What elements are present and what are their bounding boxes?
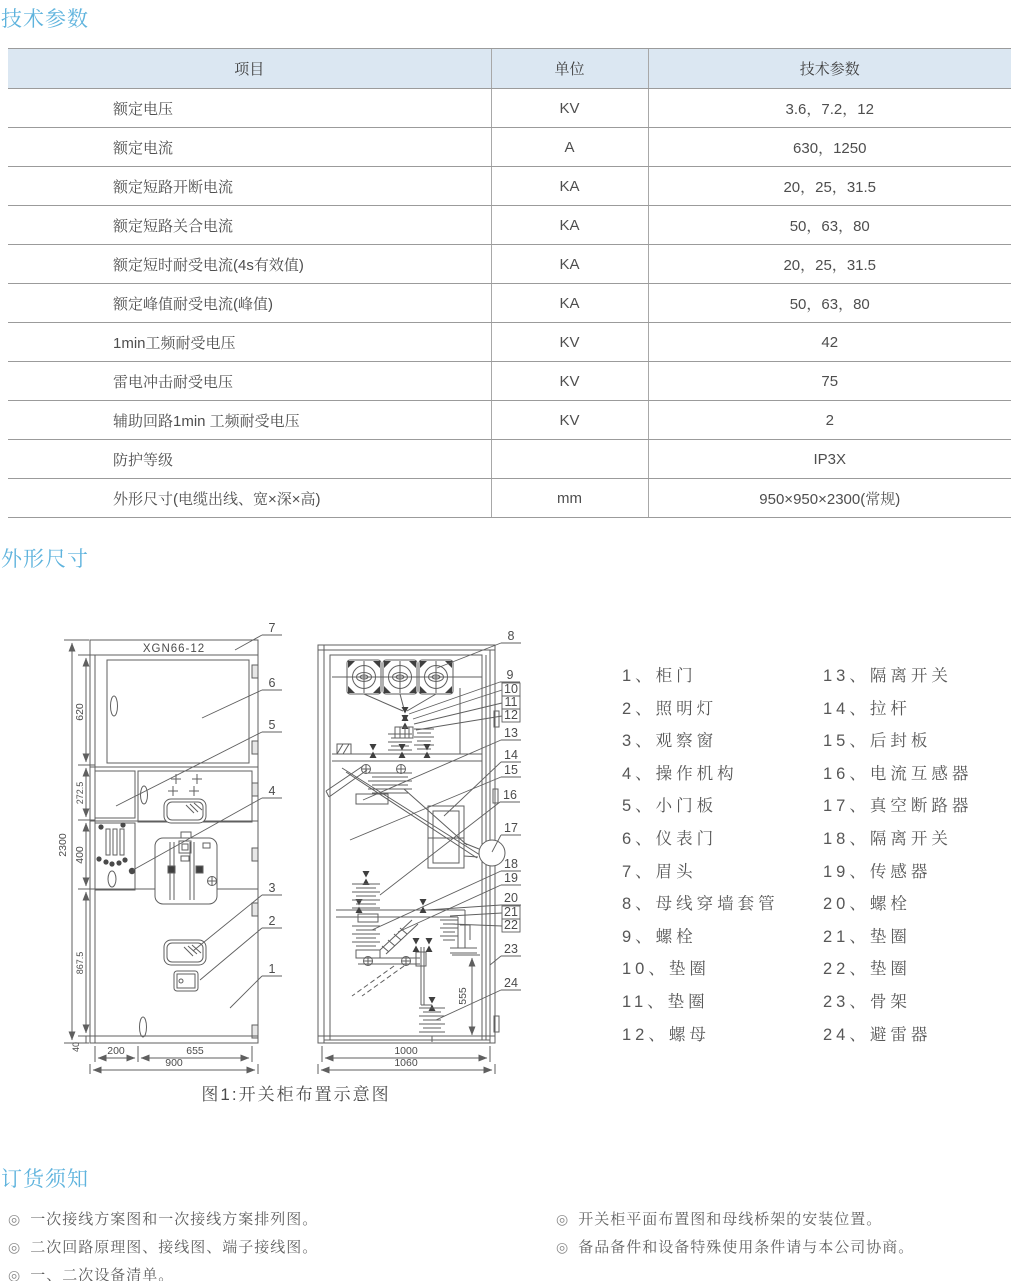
spec-cell-unit: KV xyxy=(491,89,648,128)
spec-cell-value: 50，63，80 xyxy=(648,206,1011,245)
svg-text:9: 9 xyxy=(506,668,514,682)
spec-table-row xyxy=(8,479,1011,518)
part-item: 2、照明灯 xyxy=(622,699,718,718)
svg-text:4: 4 xyxy=(268,784,276,798)
callout-19 xyxy=(398,871,521,932)
svg-text:10: 10 xyxy=(504,682,518,696)
svg-text:23: 23 xyxy=(504,942,518,956)
svg-text:2: 2 xyxy=(268,914,276,928)
front-view xyxy=(57,640,258,1074)
order-notes-right xyxy=(556,1205,914,1261)
part-item: 15、后封板 xyxy=(823,732,932,751)
col-header-unit: 单位 xyxy=(491,49,648,89)
callout-1 xyxy=(230,962,282,1008)
spec-table-row xyxy=(8,362,1011,401)
svg-text:12: 12 xyxy=(504,708,518,722)
section-title-ordering: 订货须知 xyxy=(1,1168,89,1191)
svg-text:13: 13 xyxy=(504,726,518,740)
svg-text:20: 20 xyxy=(504,891,518,905)
svg-text:14: 14 xyxy=(504,748,518,762)
dim-1060: 1060 xyxy=(394,1057,418,1069)
part-item: 17、真空断路器 xyxy=(823,797,973,816)
support-insulator xyxy=(352,884,380,908)
spec-cell-unit xyxy=(491,440,648,479)
parts-list-right xyxy=(823,660,972,1051)
part-item: 3、观察窗 xyxy=(622,732,718,751)
spec-table-row xyxy=(8,167,1011,206)
svg-text:18: 18 xyxy=(504,857,518,871)
spec-cell-value: 3.6，7.2，12 xyxy=(648,89,1011,128)
svg-text:7: 7 xyxy=(268,621,276,635)
spec-cell-item: 额定短时耐受电流(4s有效值) xyxy=(8,245,491,284)
svg-text:11: 11 xyxy=(504,695,518,709)
order-note xyxy=(8,1261,318,1281)
spec-cell-item: 外形尺寸(电缆出线、宽×深×高) xyxy=(8,479,491,518)
breaker-shaft xyxy=(479,840,505,866)
spec-table-row xyxy=(8,440,1011,479)
section-title-specs: 技术参数 xyxy=(1,8,89,31)
spec-table-body xyxy=(8,89,1011,518)
door-keyhole xyxy=(111,696,118,716)
dim-400: 400 xyxy=(74,846,86,864)
part-item: 18、隔离开关 xyxy=(823,829,952,848)
svg-text:6: 6 xyxy=(268,676,276,690)
svg-text:15: 15 xyxy=(504,763,518,777)
spec-cell-unit: KA xyxy=(491,245,648,284)
spec-table-row xyxy=(8,245,1011,284)
spec-cell-unit: KV xyxy=(491,323,648,362)
spec-table xyxy=(8,48,1011,518)
note-bullet-icon: ◎ xyxy=(556,1239,570,1255)
part-item: 1、柜门 xyxy=(622,667,697,685)
spec-cell-item: 额定电压 xyxy=(8,89,491,128)
instrument-door xyxy=(107,660,249,763)
vent-panel xyxy=(95,823,135,890)
spec-table-row xyxy=(8,323,1011,362)
svg-text:24: 24 xyxy=(504,976,518,990)
part-item: 12、螺母 xyxy=(622,1025,710,1044)
spec-cell-unit: KA xyxy=(491,284,648,323)
part-item: 5、小门板 xyxy=(622,797,718,816)
svg-text:22: 22 xyxy=(504,918,518,932)
surge-arrester xyxy=(419,1008,445,1042)
spec-table-row xyxy=(8,401,1011,440)
note-text: 开关柜平面布置图和母线桥架的安装位置。 xyxy=(578,1211,883,1228)
spec-cell-value: 20，25，31.5 xyxy=(648,245,1011,284)
part-item: 6、仪表门 xyxy=(622,829,718,848)
note-text: 备品备件和设备特殊使用条件请与本公司协商。 xyxy=(578,1239,915,1256)
section-title-dimensions: 外形尺寸 xyxy=(1,548,89,571)
part-item: 7、眉头 xyxy=(622,862,697,881)
part-item: 10、垫圈 xyxy=(622,960,710,979)
spec-cell-item: 防护等级 xyxy=(8,440,491,479)
spec-cell-value: 50，63，80 xyxy=(648,284,1011,323)
side-outline xyxy=(318,645,495,1043)
spec-cell-unit: KV xyxy=(491,362,648,401)
figure-caption: 图1:开关柜布置示意图 xyxy=(201,1085,391,1104)
order-notes-left xyxy=(8,1205,318,1281)
dim-620: 620 xyxy=(74,703,86,721)
part-item: 16、电流互感器 xyxy=(823,764,973,783)
spec-cell-value: 630，1250 xyxy=(648,128,1011,167)
callout-6 xyxy=(202,676,282,718)
spec-cell-item: 辅助回路1min 工频耐受电压 xyxy=(8,401,491,440)
spec-cell-unit: mm xyxy=(491,479,648,518)
dim-1000: 1000 xyxy=(394,1045,418,1057)
hinges xyxy=(252,665,258,1038)
part-item: 21、垫圈 xyxy=(823,927,911,946)
part-item: 19、传感器 xyxy=(823,862,932,881)
spec-cell-item: 额定短路开断电流 xyxy=(8,167,491,206)
order-note xyxy=(556,1205,914,1233)
svg-text:8: 8 xyxy=(507,629,515,643)
part-item: 11、垫圈 xyxy=(622,992,709,1011)
dim-867-5: 867.5 xyxy=(75,951,85,975)
spec-cell-item: 额定电流 xyxy=(8,128,491,167)
dim-900: 900 xyxy=(165,1057,183,1069)
outline-drawing-svg xyxy=(30,610,660,1110)
spec-cell-value: 75 xyxy=(648,362,1011,401)
spec-cell-item: 额定峰值耐受电流(峰值) xyxy=(8,284,491,323)
callout-21 xyxy=(450,905,520,919)
spec-cell-value: 950×950×2300(常规) xyxy=(648,479,1011,518)
note-text: 二次回路原理图、接线图、端子接线图。 xyxy=(30,1239,319,1256)
spec-cell-unit: KV xyxy=(491,401,648,440)
part-item: 24、避雷器 xyxy=(823,1025,932,1044)
open-position-lines xyxy=(352,966,404,996)
svg-text:17: 17 xyxy=(504,821,518,835)
part-item: 9、螺栓 xyxy=(622,927,697,946)
dim-655: 655 xyxy=(186,1045,204,1057)
svg-text:1: 1 xyxy=(268,962,276,976)
part-item: 4、操作机构 xyxy=(622,764,738,783)
part-item: 14、拉杆 xyxy=(823,699,911,718)
note-bullet-icon: ◎ xyxy=(8,1239,22,1255)
callout-24 xyxy=(436,976,521,1020)
spec-cell-value: 42 xyxy=(648,323,1011,362)
spec-cell-item: 1min工频耐受电压 xyxy=(8,323,491,362)
dim-40: 40 xyxy=(71,1041,81,1053)
spec-cell-value: IP3X xyxy=(648,440,1011,479)
svg-text:5: 5 xyxy=(268,718,276,732)
col-header-value: 技术参数 xyxy=(648,49,1011,89)
note-text: 一次接线方案图和一次接线方案排列图。 xyxy=(30,1211,319,1228)
part-item: 20、螺栓 xyxy=(823,895,911,914)
dim-2300: 2300 xyxy=(57,833,69,857)
col-header-item: 项目 xyxy=(8,49,491,89)
spec-table-header-row xyxy=(8,49,1011,89)
order-note xyxy=(8,1205,318,1233)
part-item: 22、垫圈 xyxy=(823,960,911,979)
spec-cell-value: 2 xyxy=(648,401,1011,440)
spec-cell-unit: KA xyxy=(491,167,648,206)
svg-text:21: 21 xyxy=(504,905,518,919)
part-item: 13、隔离开关 xyxy=(823,667,952,685)
spec-table-row xyxy=(8,128,1011,167)
order-note xyxy=(8,1233,318,1261)
spec-cell-item: 额定短路关合电流 xyxy=(8,206,491,245)
spec-cell-item: 雷电冲击耐受电压 xyxy=(8,362,491,401)
svg-text:16: 16 xyxy=(503,788,517,802)
note-text: 一、二次设备清单。 xyxy=(30,1267,175,1281)
part-item: 8、母线穿墙套管 xyxy=(622,895,779,914)
spec-table-row xyxy=(8,206,1011,245)
spec-table-row xyxy=(8,284,1011,323)
dim-272-5: 272.5 xyxy=(75,781,85,805)
spec-cell-unit: A xyxy=(491,128,648,167)
note-bullet-icon: ◎ xyxy=(8,1267,22,1281)
model-label: XGN66-12 xyxy=(142,643,206,655)
vent-bolts xyxy=(96,822,135,874)
small-door-panel xyxy=(95,771,135,818)
svg-text:19: 19 xyxy=(504,871,518,885)
note-bullet-icon: ◎ xyxy=(8,1211,22,1227)
spec-cell-value: 20，25，31.5 xyxy=(648,167,1011,206)
parts-list-left xyxy=(622,660,779,1051)
busbar-rail xyxy=(336,910,477,953)
dim-555: 555 xyxy=(457,987,469,1005)
dim-200: 200 xyxy=(107,1045,125,1057)
note-bullet-icon: ◎ xyxy=(556,1211,570,1227)
spec-cell-unit: KA xyxy=(491,206,648,245)
part-item: 23、骨架 xyxy=(823,992,911,1011)
svg-text:3: 3 xyxy=(268,881,276,895)
spec-table-row xyxy=(8,89,1011,128)
order-note xyxy=(556,1233,914,1261)
